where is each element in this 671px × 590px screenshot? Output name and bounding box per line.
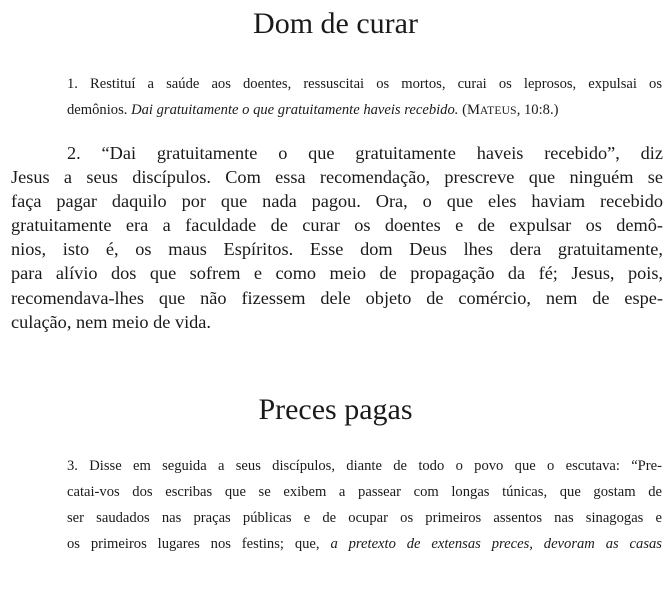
quote-italic-text: a pretexto de extensas preces, devoram as casas [330, 536, 662, 552]
body-line: recomendava-lhes que não fizessem dele objeto de comércio, nem de espe- [11, 287, 663, 308]
scripture-quote-paragraph [67, 71, 662, 124]
body-line: 2. “Dai gratuitamente o que gratuitamente haveis recebido”, diz [67, 143, 663, 163]
quote-line-1: 1. Restituí a saúde aos doentes, ressuscitai os mortos, curai os leprosos, expulsai os [67, 76, 662, 92]
quote-line: 3. Disse em seguida a seus discípulos, diante de todo o povo que o escutava: “Pre- [67, 458, 662, 474]
body-line: faça pagar daquilo por que nada pagou. Ora, o que eles haviam recebido [11, 191, 663, 212]
commentary-paragraph [11, 141, 663, 334]
body-line: para alívio dos que sofrem e como meio de propagação da fé; Jesus, pois, [11, 263, 663, 284]
quote-italic-text: Dai gratuitamente o que gratuitamente haveis recebido. [131, 102, 459, 118]
body-line: gratuitamente era a faculdade de curar os doentes e de expulsar os demô- [11, 215, 663, 236]
scripture-quote-paragraph-2 [67, 453, 662, 557]
body-line: Jesus a seus discípulos. Com essa recomendação, prescreve que ninguém se [11, 167, 663, 188]
body-line: culação, nem meio de vida. [11, 311, 211, 332]
quote-line: ser saudados nas praças públicas e de ocupar os primeiros assentos nas sinagogas e [67, 510, 662, 526]
reference-verse: , 10:8.) [516, 102, 559, 118]
reference-book-smallcaps: ATEUS [479, 105, 517, 117]
section-heading-dom-de-curar: Dom de curar [253, 7, 418, 40]
body-line: nios, isto é, os maus Espíritos. Esse dom Deus lhes dera gratuitamente, [11, 239, 663, 260]
quote-line-2: demônios. Dai gratuitamente o que gratuitamente haveis recebido. (MATEUS, 10:8.) [67, 102, 559, 118]
quote-text: demônios. [67, 102, 132, 118]
section-heading-preces-pagas: Preces pagas [258, 393, 413, 426]
quote-line: catai-vos dos escribas que se exibem a passear com longas túnicas, que gostam de [67, 484, 662, 500]
quote-line-last: os primeiros lugares nos festins; que, a pretexto de extensas preces, devoram as casas [67, 536, 662, 552]
reference-book-initial: M [466, 102, 480, 118]
